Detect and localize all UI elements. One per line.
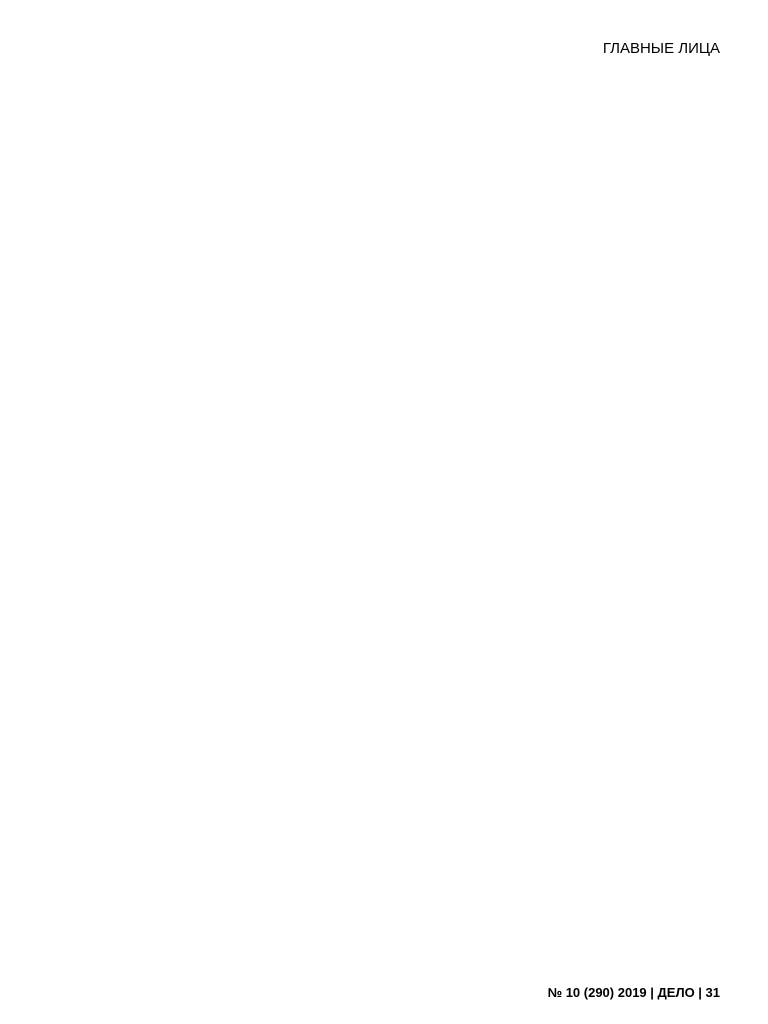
page-footer: № 10 (290) 2019 | ДЕЛО | 31: [547, 985, 720, 1000]
section-title: ГЛАВНЫЕ ЛИЦА: [602, 40, 720, 57]
